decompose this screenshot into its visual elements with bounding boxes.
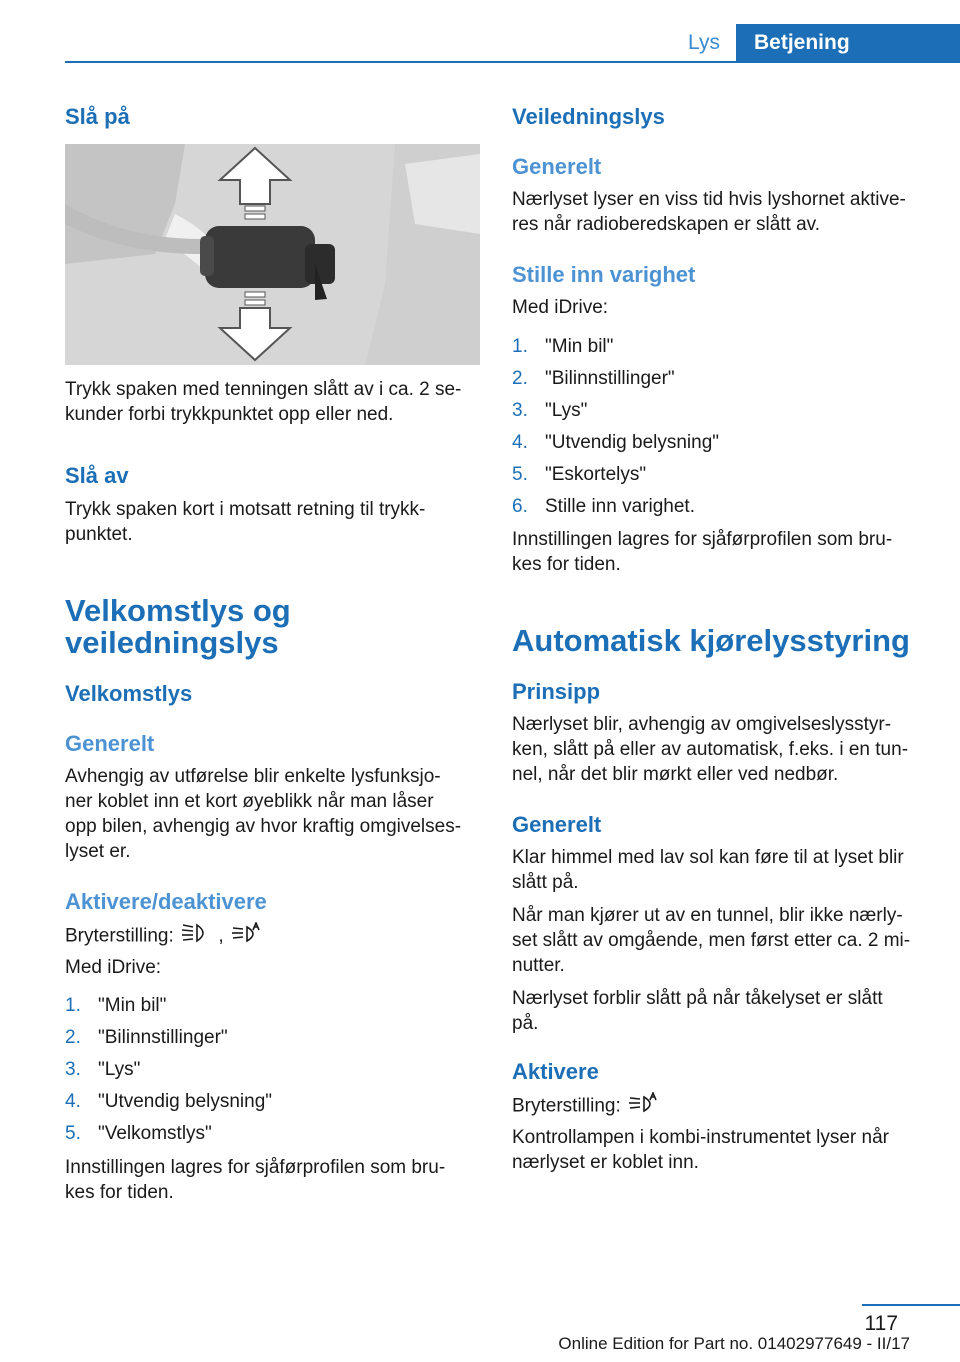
heading-prinsipp: Prinsipp: [512, 679, 601, 704]
header-rule: [65, 61, 960, 63]
paragraph-prinsipp: Nærlyset blir, avhengig av omgivelseslysstyr- ken, slått på eller av automatisk, f.eks. i en tun- nel, når det blir mørkt eller ved nedbør.: [512, 714, 909, 785]
paragraph-generelt-left: Avhengig av utførelse blir enkelte lysfunksjo- ner koblet inn et kort øyeblikk når man låser opp bilen, avhengig av hvor kraftig omgivelses- lyset er.: [65, 766, 462, 862]
paragraph-lagres-right: Innstillingen lagres for sjåførprofilen som bru- kes for tiden.: [512, 529, 893, 575]
page-number: 117: [864, 1312, 898, 1335]
paragraph-idrive-left: Med iDrive:: [65, 957, 162, 978]
heading-automatisk-kjorelysstyring: Automatisk kjørelysstyring: [512, 623, 910, 658]
paragraph-generelt-auto-2: Når man kjører ut av en tunnel, blir ikke nærly- set slått av omgående, men først etter ca. 2 mi- nutter.: [512, 905, 911, 976]
heading-generelt-auto: Generelt: [512, 812, 602, 837]
bryterstilling-separator: ,: [218, 925, 224, 947]
heading-veiledningslys: Veiledningslys: [512, 104, 665, 129]
heading-aktivere: Aktivere: [512, 1059, 599, 1084]
auto-light-control-icon: [229, 922, 263, 951]
paragraph-generelt-right: Nærlyset lyser en viss tid hvis lyshornet aktive- res når radioberedskapen er slått av.: [512, 189, 906, 235]
heading-stille-inn-varighet: Stille inn varighet: [512, 262, 696, 287]
heading-sla-pa: Slå på: [65, 104, 130, 129]
list-item: 1. "Min bil": [65, 995, 167, 1016]
paragraph-bryterstilling-right: [512, 1092, 660, 1121]
list-item: 6. Stille inn varighet.: [512, 496, 695, 517]
paragraph-sla-av: Trykk spaken kort i motsatt retning til trykk- punktet.: [65, 499, 426, 545]
list-item: 2. "Bilinnstillinger": [65, 1027, 228, 1048]
heading-velkomstlys-line2: veiledningslys: [65, 625, 279, 660]
list-item: 5. "Eskortelys": [512, 464, 647, 485]
paragraph-generelt-auto-1: Klar himmel med lav sol kan føre til at lyset blir slått på.: [512, 847, 904, 893]
heading-sla-av: Slå av: [65, 463, 129, 488]
header-chapter-tab: Betjening: [736, 24, 960, 62]
footer-edition: Online Edition for Part no. 01402977649 - II/17: [558, 1334, 910, 1353]
heading-velkomstlys-line1: Velkomstlys og: [65, 593, 291, 628]
list-item: 3. "Lys": [512, 400, 588, 421]
paragraph-bryterstilling-left: [65, 922, 263, 951]
lever-illustration: [65, 144, 480, 365]
paragraph-kontrollampen: Kontrollampen i kombi-instrumentet lyser når nærlyset er koblet inn.: [512, 1127, 889, 1173]
list-item: 4. "Utvendig belysning": [512, 432, 720, 453]
heading-aktivere-deaktivere: Aktivere/deaktivere: [65, 889, 267, 914]
bryterstilling-label: Bryterstilling:: [65, 925, 174, 947]
list-item: 3. "Lys": [65, 1059, 141, 1080]
lever-image: [65, 144, 480, 365]
list-item: 1. "Min bil": [512, 336, 614, 357]
paragraph-lagres-left: Innstillingen lagres for sjåførprofilen som bru- kes for tiden.: [65, 1157, 446, 1203]
footer-rule: [862, 1304, 960, 1306]
paragraph-generelt-auto-3: Nærlyset forblir slått på når tåkelyset er slått på.: [512, 988, 883, 1034]
caption-sla-pa: Trykk spaken med tenningen slått av i ca. 2 se- kunder forbi trykkpunktet opp eller ned.: [65, 379, 462, 425]
auto-headlight-icon: [179, 922, 213, 951]
bryterstilling-label: Bryterstilling:: [512, 1095, 621, 1117]
list-item: 4. "Utvendig belysning": [65, 1091, 273, 1112]
paragraph-idrive-right: Med iDrive:: [512, 297, 609, 318]
heading-generelt-left: Generelt: [65, 731, 155, 756]
list-item: 2. "Bilinnstillinger": [512, 368, 675, 389]
list-item: 5. "Velkomstlys": [65, 1123, 212, 1144]
header-section-tab: Lys: [688, 31, 720, 54]
heading-velkomstlys: Velkomstlys: [65, 681, 193, 706]
auto-light-control-icon: [626, 1092, 660, 1121]
heading-generelt-right: Generelt: [512, 154, 602, 179]
